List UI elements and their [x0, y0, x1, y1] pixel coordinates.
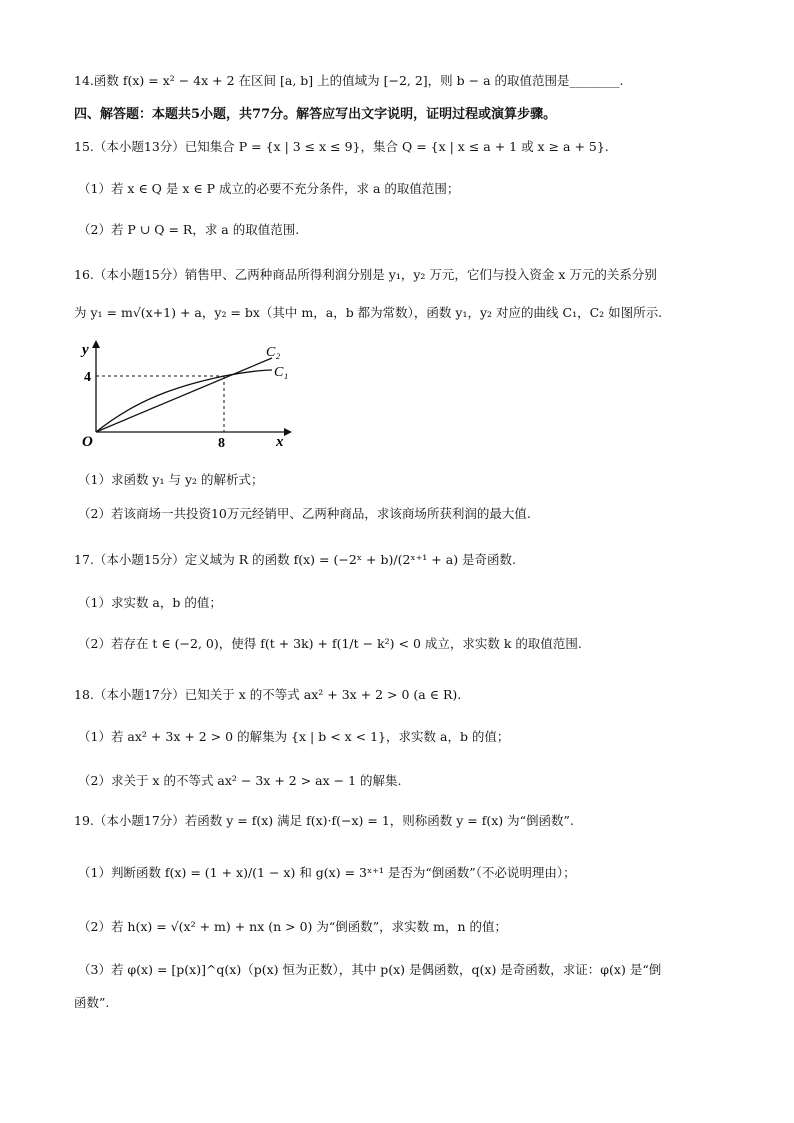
- question-15: 15.（本小题13分）已知集合 P = {x | 3 ≤ x ≤ 9}，集合 Q = {x | x ≤ a + 1 或 x ≥ a + 5}.: [74, 139, 609, 154]
- function-graph: [76, 340, 306, 452]
- y-tick-label: 4: [84, 370, 91, 385]
- y-axis-arrow: [92, 340, 100, 348]
- x-axis-arrow: [284, 428, 292, 436]
- question-18: 18.（本小题17分）已知关于 x 的不等式 ax² + 3x + 2 > 0 (a ∈ R).: [74, 687, 462, 702]
- question-16-part-1: （1）求函数 y₁ 与 y₂ 的解析式；: [78, 472, 264, 487]
- question-16-line-1: 16.（本小题15分）销售甲、乙两种商品所得利润分别是 y₁，y₂ 万元，它们与投入资金 x 万元的关系分别: [74, 267, 657, 282]
- question-15-part-1: （1）若 x ∈ Q 是 x ∈ P 成立的必要不充分条件，求 a 的取值范围；: [78, 181, 460, 196]
- question-18-part-2: （2）求关于 x 的不等式 ax² − 3x + 2 > ax − 1 的解集.: [78, 773, 402, 788]
- question-18-part-1: （1）若 ax² + 3x + 2 > 0 的解集为 {x | b < x < 1}，求实数 a，b 的值；: [78, 729, 510, 744]
- curve-c1-label: C₁: [274, 365, 289, 380]
- question-19-part-2: （2）若 h(x) = √(x² + m) + nx (n > 0) 为“倒函数”，求实数 m，n 的值；: [78, 919, 508, 934]
- question-15-part-2: （2）若 P ∪ Q = R，求 a 的取值范围.: [78, 222, 300, 237]
- question-17: 17.（本小题15分）定义域为 R 的函数 f(x) = (−2ˣ + b)/(2ˣ⁺¹ + a) 是奇函数.: [74, 552, 517, 567]
- y-axis-label: y: [82, 342, 89, 358]
- curve-c2-label: C₂: [266, 345, 281, 360]
- question-19: 19.（本小题17分）若函数 y = f(x) 满足 f(x)·f(−x) = 1，则称函数 y = f(x) 为“倒函数”.: [74, 813, 574, 828]
- question-17-part-1: （1）求实数 a，b 的值；: [78, 595, 222, 610]
- question-19-part-1: （1）判断函数 f(x) = (1 + x)/(1 − x) 和 g(x) = 3ˣ⁺¹ 是否为“倒函数”（不必说明理由）；: [78, 865, 576, 880]
- curve-c2: [96, 358, 272, 432]
- x-tick-label: 8: [218, 436, 225, 451]
- question-19-part-3: （3）若 φ(x) = [p(x)]^q(x)（p(x) 恒为正数），其中 p(x) 是偶函数，q(x) 是奇函数，求证：φ(x) 是“倒: [78, 962, 662, 977]
- origin-label: O: [82, 434, 93, 450]
- x-axis-label: x: [276, 434, 284, 450]
- question-16-part-2: （2）若该商场一共投资10万元经销甲、乙两种商品，求该商场所获利润的最大值.: [78, 506, 531, 521]
- question-14: 14.函数 f(x) = x² − 4x + 2 在区间 [a, b] 上的值域为 [−2, 2]，则 b − a 的取值范围是________.: [74, 73, 624, 88]
- question-19-part-3-continued: 函数”.: [74, 995, 110, 1010]
- section-heading: 四、解答题：本题共5小题，共77分。解答应写出文字说明，证明过程或演算步骤。: [74, 107, 557, 122]
- curve-c1: [96, 370, 272, 432]
- question-16-line-2: 为 y₁ = m√(x+1) + a，y₂ = bx（其中 m，a，b 都为常数），函数 y₁，y₂ 对应的曲线 C₁，C₂ 如图所示.: [74, 305, 663, 320]
- question-17-part-2: （2）若存在 t ∈ (−2, 0)，使得 f(t + 3k) + f(1/t − k²) < 0 成立，求实数 k 的取值范围.: [78, 636, 582, 651]
